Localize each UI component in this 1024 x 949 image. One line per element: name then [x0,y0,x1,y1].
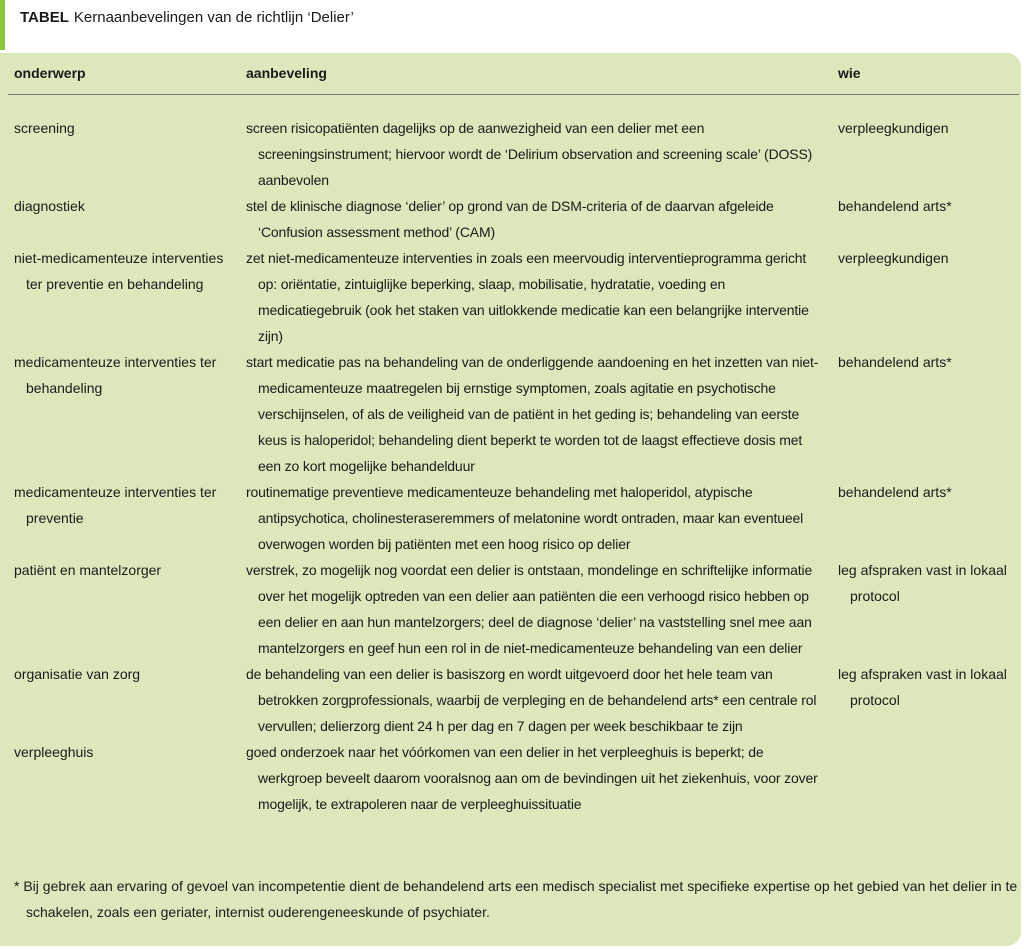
column-header-aanbeveling: aanbeveling [240,57,832,95]
cell-onderwerp: verpleeghuis [14,744,94,760]
cell-onderwerp: organisatie van zorg [14,666,141,682]
table-row [8,115,1019,193]
cell-aanbeveling: verstrek, zo mogelijk nog voordat een delier is ontstaan, mondelinge en schriftelijke informatie over het mogelijk optreden van een delier aan patiënten die een verhoogd risico hebben op een delier en aan hun mantelzorgers; deel de diagnose ‘delier’ na vaststelling snel mee aan mantelzorgers en geef hun een rol in de niet-medicamenteuze behandeling van een delier [246,562,813,656]
cell-onderwerp: medicamenteuze interventies ter preventie [14,484,217,526]
table-row [8,661,1019,739]
column-header-wie: wie [832,57,1019,95]
table-row [8,479,1019,557]
cell-onderwerp: medicamenteuze interventies ter behandeling [14,354,217,396]
caption-text [20,9,354,26]
table-header-row [8,57,1019,95]
table-caption [0,0,1024,50]
table-row [8,739,1019,817]
header-spacer [8,95,1019,116]
cell-onderwerp: screening [14,120,75,136]
caption-title: Kernaanbevelingen van de richtlijn ‘Delier’ [73,9,354,26]
cell-wie: verpleegkundigen [838,250,949,266]
cell-onderwerp: niet-medicamenteuze interventies ter preventie en behandeling [14,250,224,292]
table-row [8,557,1019,661]
footnote: * Bij gebrek aan ervaring of gevoel van incompetentie dient de behandelend arts een medisch specialist met specifieke expertise op het gebied van het delier in te schakelen, zoals een geriater, internist ouderengeneeskunde of psychiater. [14,878,1018,920]
cell-aanbeveling: zet niet-medicamenteuze interventies in zoals een meervoudig interventieprogramma gericht op: oriëntatie, zintuiglijke beperking, slaap, mobilisatie, hydratatie, voeding en medicatiegebruik (ook het staken van uitlokkende medicatie kan een belangrijke interventie zijn) [246,250,809,344]
cell-aanbeveling: stel de klinische diagnose ‘delier’ op grond van de DSM-criteria of de daarvan afgeleide ‘Confusion assessment method’ (CAM) [246,198,774,240]
cell-aanbeveling: de behandeling van een delier is basiszorg en wordt uitgevoerd door het hele team van betrokken zorgprofessionals, waarbij de verpleging en de behandelend arts* een centrale rol vervullen; delierzorg dient 24 h per dag en 7 dagen per week beschikbaar te zijn [246,666,817,734]
accent-bar [0,0,5,50]
table-row [8,349,1019,479]
cell-wie: verpleegkundigen [838,120,949,136]
table-row [8,245,1019,349]
recommendations-panel [0,53,1021,946]
column-header-onderwerp: onderwerp [8,57,240,95]
table-row [8,193,1019,245]
cell-aanbeveling: screen risicopatiënten dagelijks op de aanwezigheid van een delier met een screeningsinstrument; hiervoor wordt de ‘Delirium observation and screening scale’ (DOSS) aanbevolen [246,120,813,188]
recommendations-table [8,57,1019,817]
cell-onderwerp: diagnostiek [14,198,85,214]
cell-aanbeveling: start medicatie pas na behandeling van de onderliggende aandoening en het inzetten van niet-medicamenteuze maatregelen bij ernstige symptomen, zoals agitatie en psychotische verschijnselen, of als de veiligheid van de patiënt in het geding is; behandeling van eerste keus is haloperidol; behandeling dient beperkt te worden tot de laagst effectieve dosis met een zo kort mogelijke behandelduur [246,354,819,474]
cell-aanbeveling: routinematige preventieve medicamenteuze behandeling met haloperidol, atypische antipsychotica, cholinesteraseremmers of melatonine wordt ontraden, maar kan eventueel overwogen worden bij patiënten met een hoog risico op delier [246,484,804,552]
cell-wie: behandelend arts* [838,198,952,214]
cell-wie: leg afspraken vast in lokaal protocol [838,666,1007,708]
cell-wie: behandelend arts* [838,354,952,370]
cell-wie: behandelend arts* [838,484,952,500]
cell-wie: leg afspraken vast in lokaal protocol [838,562,1007,604]
cell-aanbeveling: goed onderzoek naar het vóórkomen van een delier in het verpleeghuis is beperkt; de werkgroep beveelt daarom vooralsnog aan om de bevindingen uit het ziekenhuis, voor zover mogelijk, te extrapoleren naar de verpleeghuissituatie [246,744,818,812]
caption-label: TABEL [20,9,69,26]
cell-onderwerp: patiënt en mantelzorger [14,562,162,578]
